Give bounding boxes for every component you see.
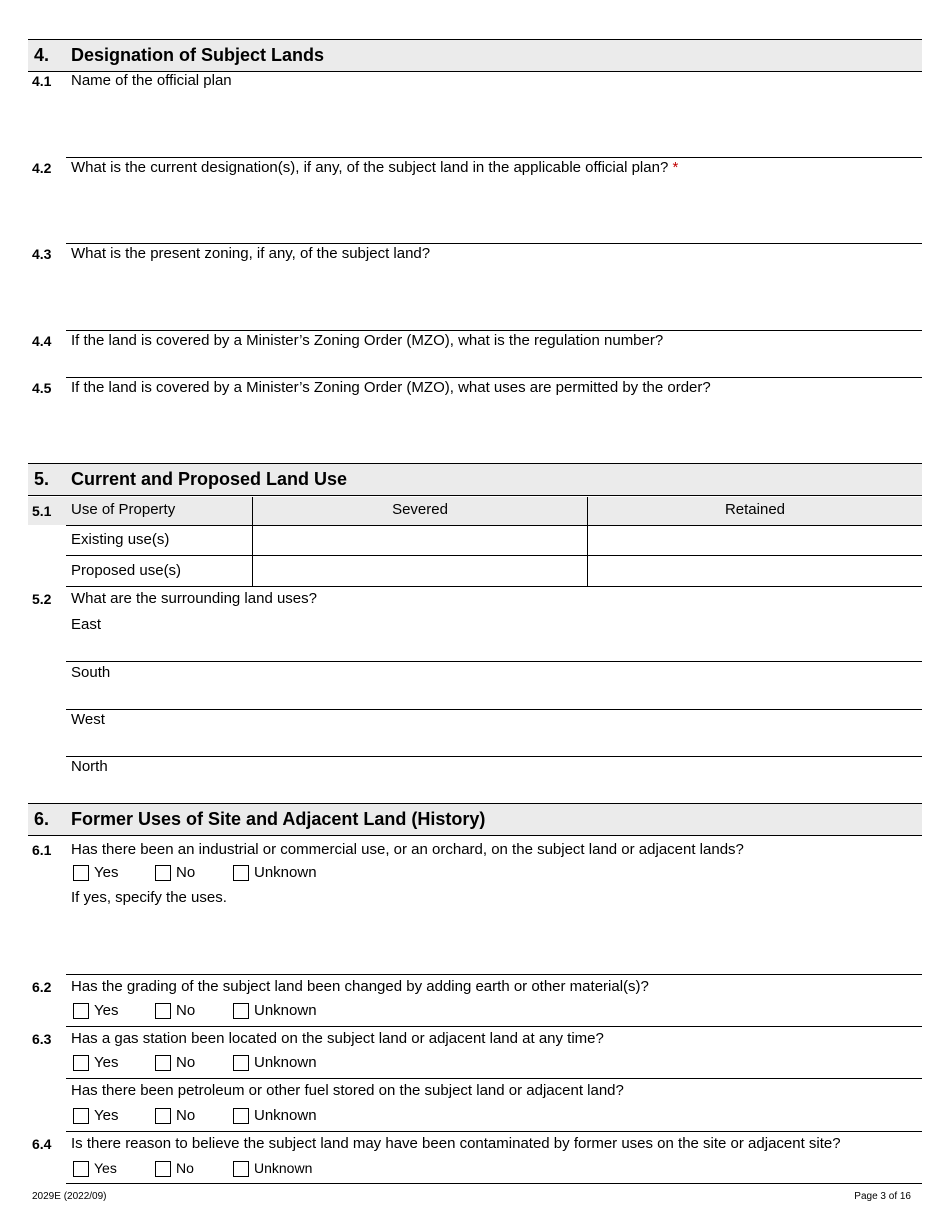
unknown-checkbox[interactable] [233, 1055, 249, 1071]
section-4-header [28, 39, 922, 72]
question-number: 4.4 [32, 333, 52, 349]
current-designation-field[interactable] [66, 243, 922, 244]
section-6-header [28, 803, 922, 836]
checkbox-label: No [176, 1107, 196, 1124]
checkbox-label: Unknown [254, 1160, 313, 1176]
west-land-use-field[interactable] [66, 756, 922, 757]
unknown-checkbox[interactable] [233, 1108, 249, 1124]
question-number: 6.2 [32, 979, 52, 995]
checkbox-label: Yes [94, 864, 119, 881]
no-checkbox[interactable] [155, 1055, 171, 1071]
checkbox-label: Yes [94, 1002, 119, 1019]
direction-label-north: North [71, 758, 108, 775]
row-label-proposed: Proposed use(s) [71, 562, 182, 579]
mzo-permitted-uses-field[interactable] [66, 400, 922, 460]
question-label: If the land is covered by a Minister’s Zoning Order (MZO), what uses are permitted by the order? [71, 379, 711, 396]
question-number: 4.5 [32, 380, 52, 396]
question-label: What is the current designation(s), if any, of the subject land in the applicable official plan? * [71, 159, 679, 176]
question-divider [66, 1078, 922, 1079]
checkbox-label: Yes [94, 1054, 119, 1071]
section-number: 6. [34, 809, 50, 829]
question-number: 6.1 [32, 842, 52, 858]
proposed-use-severed-cell[interactable] [253, 556, 587, 586]
south-land-use-field[interactable] [66, 709, 922, 710]
unknown-checkbox[interactable] [233, 865, 249, 881]
east-land-use-field[interactable] [66, 661, 922, 662]
official-plan-name-field[interactable] [66, 157, 922, 158]
section-number: 4. [34, 45, 50, 65]
mzo-regulation-number-field[interactable] [66, 377, 922, 378]
question-label: What is the present zoning, if any, of the subject land? [71, 245, 431, 262]
question-divider [66, 1183, 922, 1184]
checkbox-label: No [176, 864, 196, 881]
checkbox-label: No [176, 1054, 196, 1071]
column-header-use: Use of Property [71, 501, 176, 518]
checkbox-label: No [176, 1002, 196, 1019]
page-number: Page 3 of 16 [854, 1191, 911, 1202]
required-marker: * [672, 159, 679, 176]
column-header-retained: Retained [724, 501, 786, 518]
no-checkbox[interactable] [155, 1003, 171, 1019]
present-zoning-field[interactable] [66, 330, 922, 331]
row-label-existing: Existing use(s) [71, 531, 170, 548]
question-label: Is there reason to believe the subject land may have been contaminated by former uses on the site or adjacent site? [71, 1135, 841, 1152]
question-number: 4.2 [32, 160, 52, 176]
question-label: Has the grading of the subject land been changed by adding earth or other material(s)? [71, 978, 649, 995]
question-label: Has there been an industrial or commercial use, or an orchard, on the subject land or adjacent lands? [71, 841, 744, 858]
unknown-checkbox[interactable] [233, 1003, 249, 1019]
question-label: Has there been petroleum or other fuel stored on the subject land or adjacent land? [71, 1082, 624, 1099]
section-title: Former Uses of Site and Adjacent Land (History) [71, 809, 486, 829]
direction-label-south: South [71, 664, 111, 681]
yes-checkbox[interactable] [73, 1161, 89, 1177]
checkbox-label: Unknown [254, 1107, 317, 1124]
no-checkbox[interactable] [155, 1161, 171, 1177]
direction-label-east: East [71, 616, 102, 633]
question-label: If the land is covered by a Minister’s Zoning Order (MZO), what is the regulation number? [71, 332, 664, 349]
yes-checkbox[interactable] [73, 1003, 89, 1019]
question-number: 6.3 [32, 1031, 52, 1047]
direction-label-west: West [71, 711, 105, 728]
checkbox-label: Yes [94, 1160, 117, 1176]
checkbox-label: Unknown [254, 864, 317, 881]
followup-label: If yes, specify the uses. [71, 889, 227, 906]
yes-checkbox[interactable] [73, 1055, 89, 1071]
no-checkbox[interactable] [155, 1108, 171, 1124]
question-number: 4.1 [32, 73, 52, 89]
question-divider [66, 1026, 922, 1027]
question-number: 6.4 [32, 1136, 52, 1152]
checkbox-label: Unknown [254, 1002, 317, 1019]
question-number: 5.2 [32, 591, 52, 607]
existing-use-retained-cell[interactable] [588, 526, 922, 555]
column-header-severed: Severed [392, 501, 448, 518]
form-id: 2029E (2022/09) [32, 1191, 107, 1202]
checkbox-label: No [176, 1160, 194, 1176]
question-label: Name of the official plan [71, 72, 232, 89]
yes-checkbox[interactable] [73, 865, 89, 881]
unknown-checkbox[interactable] [233, 1161, 249, 1177]
question-label: What are the surrounding land uses? [71, 590, 317, 607]
question-divider [66, 1131, 922, 1132]
question-number: 5.1 [32, 503, 52, 519]
question-number: 4.3 [32, 246, 52, 262]
no-checkbox[interactable] [155, 865, 171, 881]
existing-use-severed-cell[interactable] [253, 526, 587, 555]
yes-checkbox[interactable] [73, 1108, 89, 1124]
question-label: Has a gas station been located on the subject land or adjacent land at any time? [71, 1030, 604, 1047]
section-title: Designation of Subject Lands [71, 45, 325, 65]
section-number: 5. [34, 469, 50, 489]
section-title: Current and Proposed Land Use [71, 469, 348, 489]
checkbox-label: Yes [94, 1107, 119, 1124]
table-divider [66, 586, 922, 587]
section-5-header [28, 463, 922, 496]
proposed-use-retained-cell[interactable] [588, 556, 922, 586]
checkbox-label: Unknown [254, 1054, 317, 1071]
specify-uses-field[interactable] [66, 974, 922, 975]
